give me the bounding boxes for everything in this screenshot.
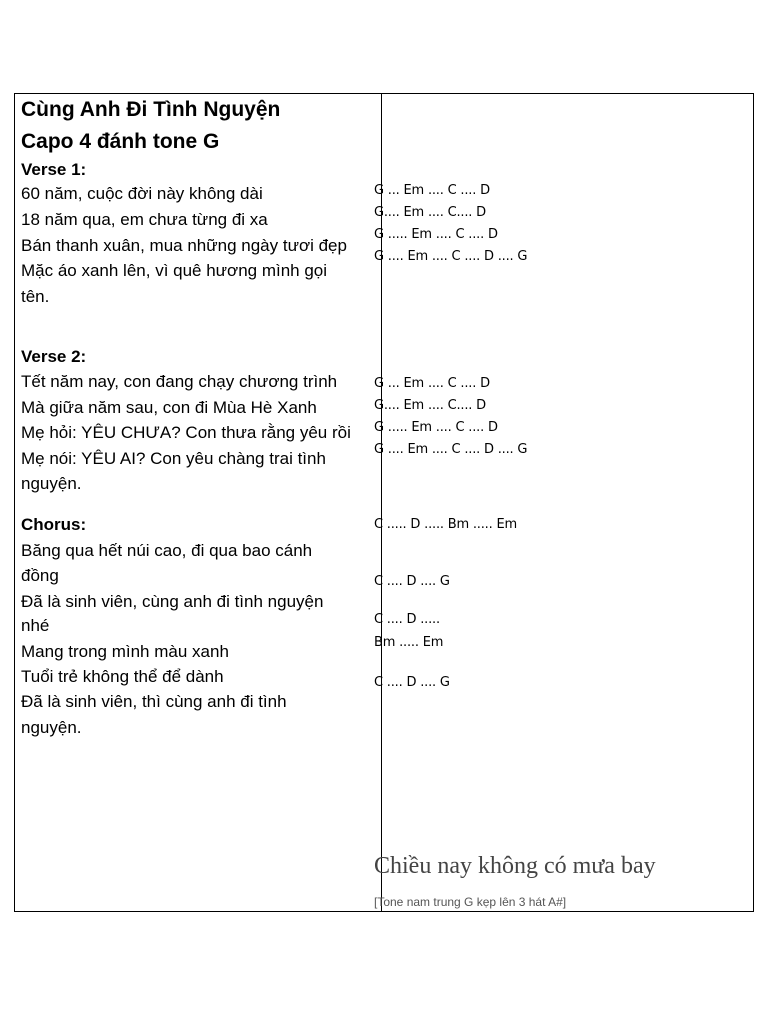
verse2-line: Mẹ hỏi: YÊU CHƯA? Con thưa rằng yêu rồi (21, 423, 351, 442)
verse1-chord-line: G.... Em .... C.... D (374, 205, 486, 220)
verse2-chord-line: G .... Em .... C .... D .... G (374, 442, 528, 457)
chorus-chord-line: C .... D ..... (374, 612, 440, 627)
verse1-chord-line: G ..... Em .... C .... D (374, 227, 498, 242)
chorus-chord-line: C .... D .... G (374, 574, 450, 589)
verse2-chord-line: G ..... Em .... C .... D (374, 420, 498, 435)
verse2-line: nguyện. (21, 474, 82, 493)
verse1-line: Mặc áo xanh lên, vì quê hương mình gọi (21, 261, 328, 280)
chorus-heading: Chorus: (21, 515, 87, 534)
chorus-chord-line: Bm ..... Em (374, 635, 444, 650)
chorus-chord-line: C .... D .... G (374, 675, 450, 690)
verse2-chord-line: G.... Em .... C.... D (374, 398, 486, 413)
chorus-line: Tuổi trẻ không thể để dành (21, 667, 224, 686)
verse1-line: tên. (21, 287, 50, 306)
chorus-line: nguyện. (21, 718, 82, 737)
verse1-heading: Verse 1: (21, 160, 87, 179)
chorus-line: Băng qua hết núi cao, đi qua bao cánh (21, 541, 313, 560)
capo-instruction: Capo 4 đánh tone G (21, 130, 220, 153)
tone-note: [Tone nam trung G kẹp lên 3 hát A#] (374, 895, 567, 909)
verse2-heading: Verse 2: (21, 347, 87, 366)
chorus-line: Đã là sinh viên, cùng anh đi tình nguyện (21, 592, 324, 611)
verse1-chord-line: G ... Em .... C .... D (374, 183, 490, 198)
related-song-title: Chiều nay không có mưa bay (374, 853, 656, 879)
verse1-line: 18 năm qua, em chưa từng đi xa (21, 210, 268, 229)
verse2-line: Tết năm nay, con đang chạy chương trình (21, 372, 338, 391)
verse2-line: Mà giữa năm sau, con đi Mùa Hè Xanh (21, 398, 317, 417)
verse2-chord-line: G ... Em .... C .... D (374, 376, 490, 391)
verse1-line: Bán thanh xuân, mua những ngày tươi đẹp (21, 236, 347, 255)
chorus-line: nhé (21, 616, 50, 635)
verse2-line: Mẹ nói: YÊU AI? Con yêu chàng trai tình (21, 449, 326, 468)
verse1-line: 60 năm, cuộc đời này không dài (21, 184, 263, 203)
song-title: Cùng Anh Đi Tình Nguyện (21, 98, 281, 121)
verse1-chord-line: G .... Em .... C .... D .... G (374, 249, 528, 264)
chorus-line: đồng (21, 566, 59, 585)
chorus-line: Đã là sinh viên, thì cùng anh đi tình (21, 692, 287, 711)
chorus-chord-line: C ..... D ..... Bm ..... Em (374, 517, 517, 532)
chorus-line: Mang trong mình màu xanh (21, 642, 229, 661)
